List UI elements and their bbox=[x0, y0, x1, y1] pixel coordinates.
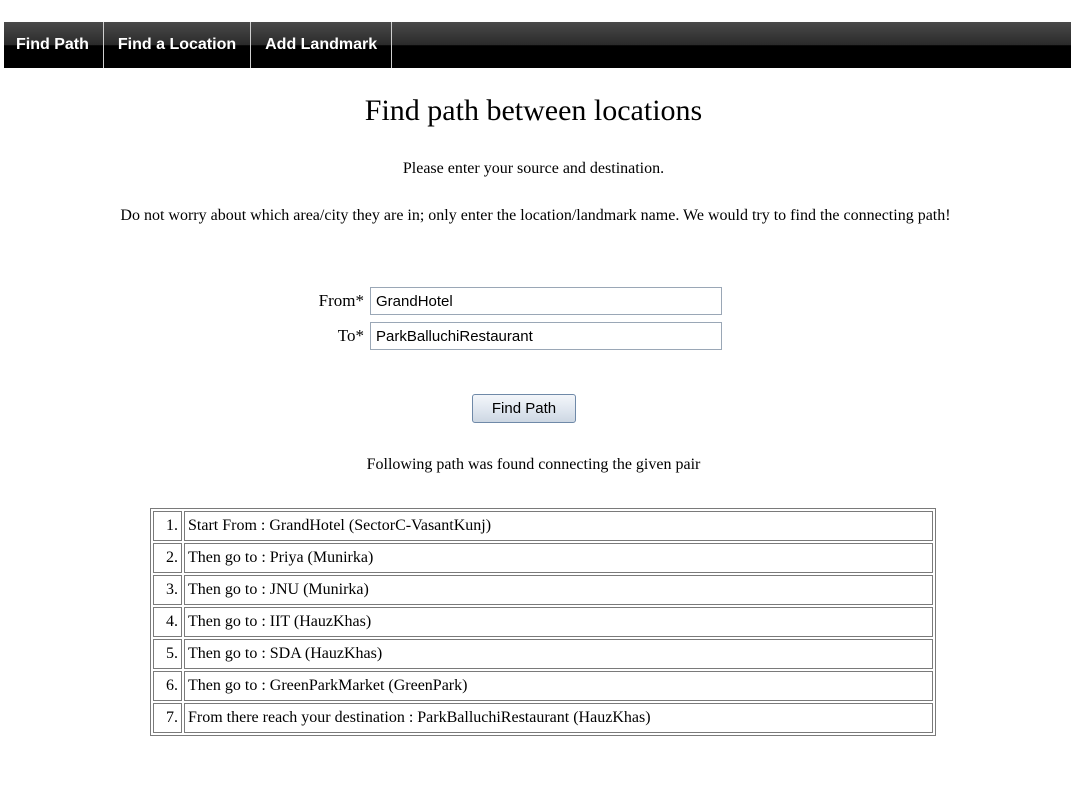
table-row bbox=[153, 703, 933, 733]
nav-find-location[interactable]: Find a Location bbox=[104, 22, 251, 68]
page-title: Find path between locations bbox=[364, 94, 703, 127]
step-number: 3. bbox=[153, 575, 182, 605]
step-number: 1. bbox=[153, 511, 182, 541]
step-text: From there reach your destination : ParkBalluchiRestaurant (HauzKhas) bbox=[184, 703, 933, 733]
step-number: 7. bbox=[153, 703, 182, 733]
table-row bbox=[153, 607, 933, 637]
from-row bbox=[300, 287, 722, 315]
from-input[interactable] bbox=[370, 287, 722, 315]
find-path-button[interactable]: Find Path bbox=[472, 394, 576, 423]
instruction-note: Do not worry about which area/city they are in; only enter the location/landmark name. We would try to find the connecting path! bbox=[120, 207, 951, 224]
table-row bbox=[153, 511, 933, 541]
nav-add-landmark[interactable]: Add Landmark bbox=[251, 22, 392, 68]
path-table bbox=[150, 508, 936, 736]
step-number: 2. bbox=[153, 543, 182, 573]
table-row bbox=[153, 543, 933, 573]
instruction-text: Please enter your source and destination. bbox=[402, 160, 665, 177]
step-text: Start From : GrandHotel (SectorC-VasantKunj) bbox=[184, 511, 933, 541]
table-row bbox=[153, 639, 933, 669]
table-row bbox=[153, 671, 933, 701]
step-text: Then go to : JNU (Munirka) bbox=[184, 575, 933, 605]
step-text: Then go to : SDA (HauzKhas) bbox=[184, 639, 933, 669]
step-number: 6. bbox=[153, 671, 182, 701]
step-number: 4. bbox=[153, 607, 182, 637]
to-label: To* bbox=[337, 326, 364, 345]
to-input[interactable] bbox=[370, 322, 722, 350]
step-text: Then go to : Priya (Munirka) bbox=[184, 543, 933, 573]
step-text: Then go to : IIT (HauzKhas) bbox=[184, 607, 933, 637]
table-row bbox=[153, 575, 933, 605]
nav-find-path[interactable]: Find Path bbox=[4, 22, 104, 68]
step-text: Then go to : GreenParkMarket (GreenPark) bbox=[184, 671, 933, 701]
from-label: From* bbox=[318, 291, 364, 310]
result-caption: Following path was found connecting the given pair bbox=[366, 456, 701, 473]
top-nav-bar bbox=[4, 22, 1071, 68]
step-number: 5. bbox=[153, 639, 182, 669]
to-row bbox=[300, 322, 722, 350]
